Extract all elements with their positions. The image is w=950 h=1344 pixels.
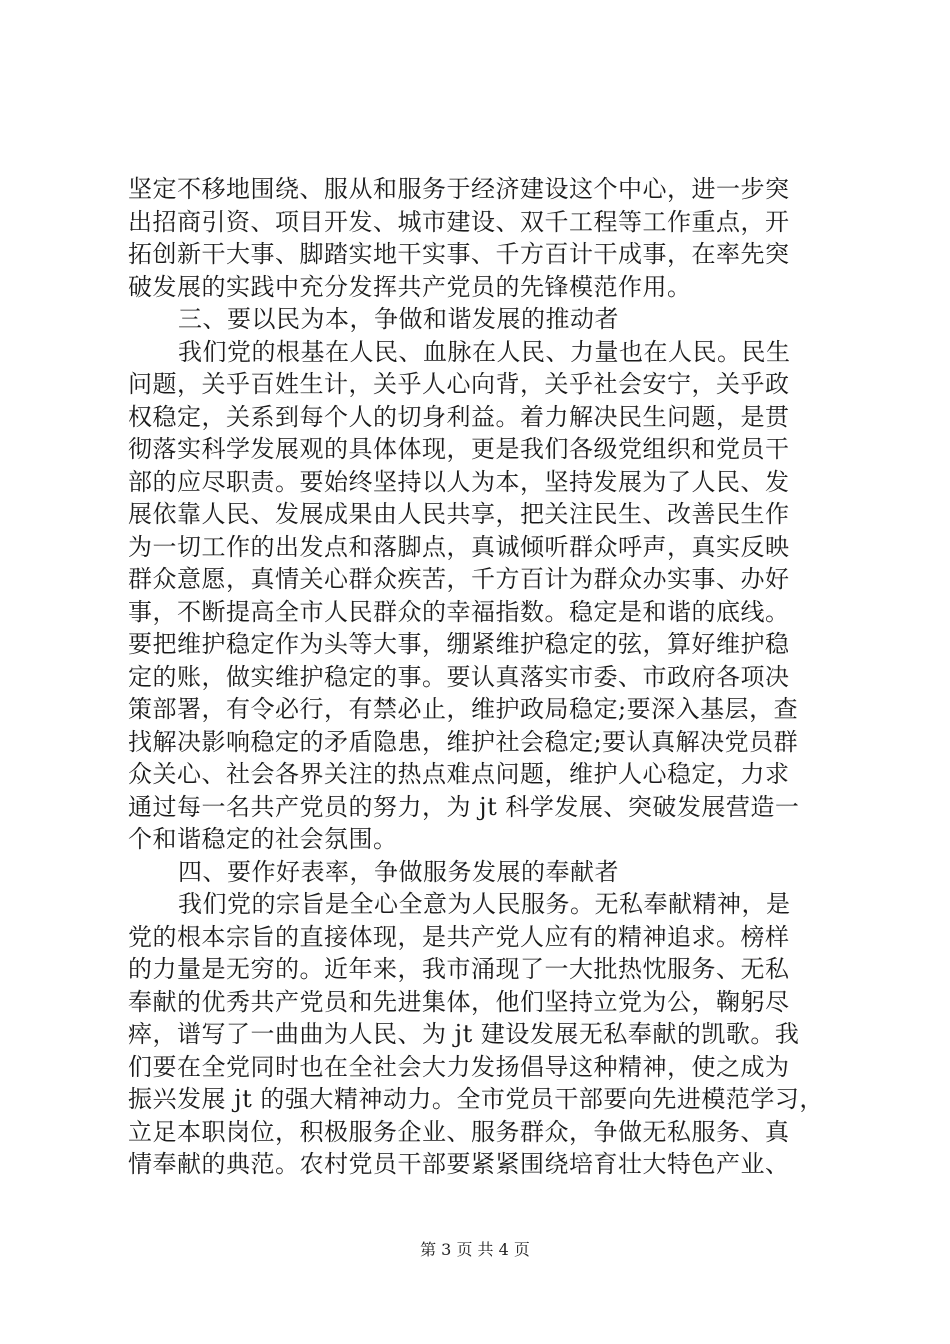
body-text-line: 展依靠人民、发展成果由人民共享，把关注民生、改善民生作 bbox=[128, 500, 790, 528]
body-text-line: 立足本职岗位，积极服务企业、服务群众，争做无私服务、真 bbox=[128, 1117, 790, 1146]
section-heading: 四、要作好表率，争做服务发展的奉献者 bbox=[178, 857, 619, 886]
body-text-line: 通过每一名共产党员的努力，为 jt 科学发展、突破发展营造一 bbox=[128, 792, 800, 821]
section-heading: 三、要以民为本，争做和谐发展的推动者 bbox=[178, 305, 619, 333]
body-text-line: 们要在全党同时也在全社会大力发扬倡导这种精神，使之成为 bbox=[128, 1052, 790, 1081]
body-text-line: 问题，关乎百姓生计，关乎人心向背，关乎社会安宁，关乎政 bbox=[128, 370, 790, 398]
body-text-line: 奉献的优秀共产党员和先进集体，他们坚持立党为公，鞠躬尽 bbox=[128, 987, 790, 1016]
body-text-line: 破发展的实践中充分发挥共产党员的先锋模范作用。 bbox=[128, 272, 692, 301]
body-text-line: 群众意愿，真情关心群众疾苦，千方百计为群众办实事、办好 bbox=[128, 565, 790, 593]
body-text-line: 坚定不移地围绕、服从和服务于经济建设这个中心，进一步突 bbox=[128, 175, 790, 203]
body-text-line: 瘁，谱写了一曲曲为人民、为 jt 建设发展无私奉献的凯歌。我 bbox=[128, 1020, 800, 1048]
body-text-line: 定的账，做实维护稳定的事。要认真落实市委、市政府各项决 bbox=[128, 662, 790, 691]
body-text-line: 事，不断提高全市人民群众的幸福指数。稳定是和谐的底线。 bbox=[128, 597, 790, 626]
body-text-line: 为一切工作的出发点和落脚点，真诚倾听群众呼声，真实反映 bbox=[128, 532, 790, 561]
body-text-line: 党的根本宗旨的直接体现，是共产党人应有的精神追求。榜样 bbox=[128, 922, 790, 951]
body-text-line: 振兴发展 jt 的强大精神动力。全市党员干部要向先进模范学习， bbox=[128, 1085, 824, 1113]
body-text-line: 要把维护稳定作为头等大事，绷紧维护稳定的弦，算好维护稳 bbox=[128, 630, 790, 658]
body-text-line: 权稳定，关系到每个人的切身利益。着力解决民生问题，是贯 bbox=[128, 402, 790, 431]
body-text-line: 我们党的宗旨是全心全意为人民服务。无私奉献精神，是 bbox=[178, 890, 791, 918]
body-text-line: 找解决影响稳定的矛盾隐患，维护社会稳定;要认真解决党员群 bbox=[128, 727, 799, 756]
body-text-line: 拓创新干大事、脚踏实地干实事、千方百计干成事，在率先突 bbox=[128, 240, 790, 268]
body-text-line: 众关心、社会各界关注的热点难点问题，维护人心稳定，力求 bbox=[128, 760, 790, 788]
body-text-line: 我们党的根基在人民、血脉在人民、力量也在人民。民生 bbox=[178, 337, 791, 366]
body-text-line: 出招商引资、项目开发、城市建设、双千工程等工作重点，开 bbox=[128, 207, 790, 236]
body-text-line: 部的应尽职责。要始终坚持以人为本，坚持发展为了人民、发 bbox=[128, 467, 790, 496]
body-text-line: 的力量是无穷的。近年来，我市涌现了一大批热忱服务、无私 bbox=[128, 955, 790, 983]
body-text-line: 彻落实科学发展观的具体体现，更是我们各级党组织和党员干 bbox=[128, 435, 790, 463]
body-text-line: 个和谐稳定的社会氛围。 bbox=[128, 825, 398, 853]
body-text-line: 情奉献的典范。农村党员干部要紧紧围绕培育壮大特色产业、 bbox=[128, 1150, 790, 1178]
body-text-line: 策部署，有令必行，有禁必止，维护政局稳定;要深入基层，查 bbox=[128, 695, 799, 723]
page-number-footer: 第 3 页 共 4 页 bbox=[420, 1240, 530, 1259]
